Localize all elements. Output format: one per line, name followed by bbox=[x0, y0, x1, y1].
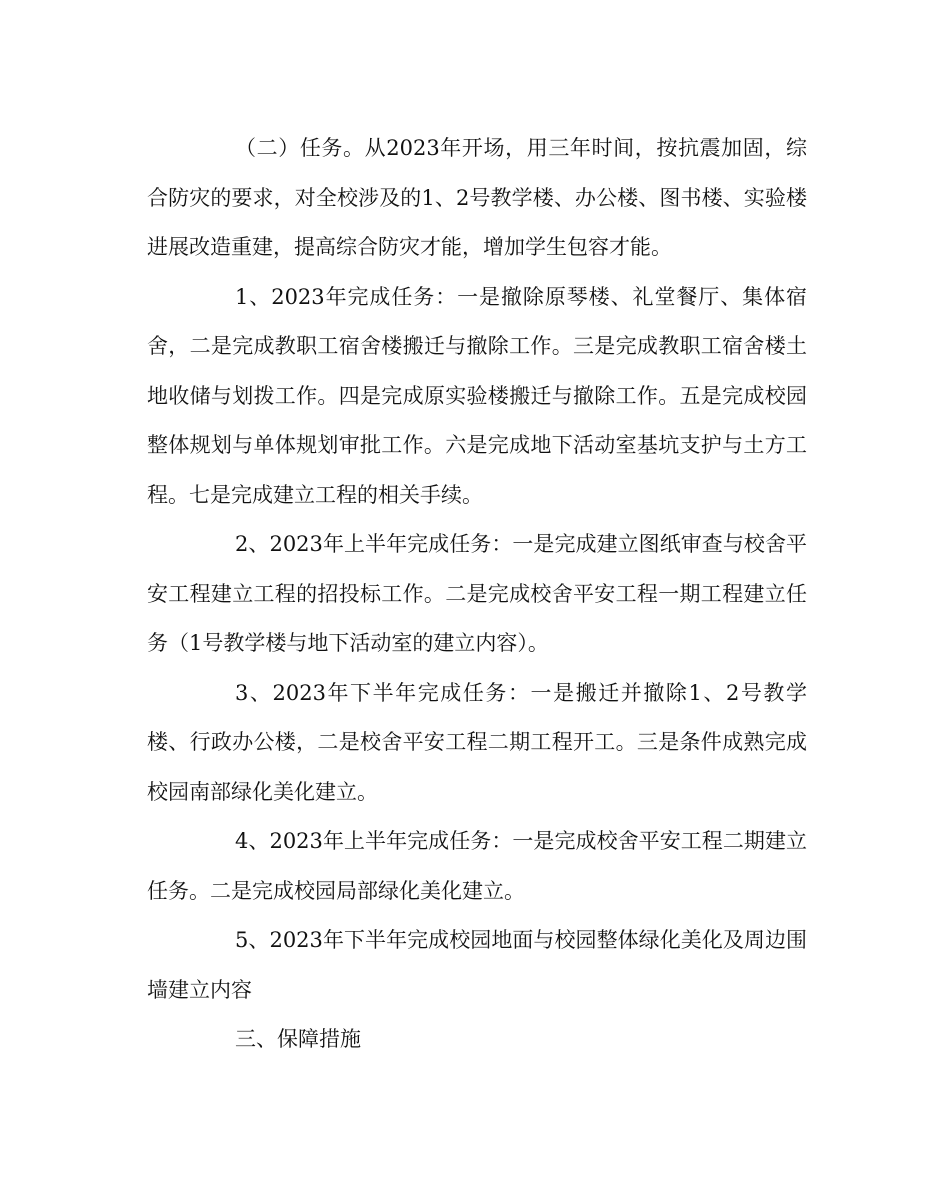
paragraph-task-2: 2、2023年上半年完成任务：一是完成建立图纸审查与校舍平安工程建立工程的招投标工作。二是完成校舍平安工程一期工程建立任务（1号教学楼与地下活动室的建立内容）。 bbox=[147, 532, 807, 655]
paragraph-task-5: 5、2023年下半年完成校园地面与校园整体绿化美化及周边围墙建立内容 bbox=[147, 928, 807, 1002]
paragraph-task-3: 3、2023年下半年完成任务：一是搬迁并撤除1、2号教学楼、行政办公楼，二是校舍平安工程二期工程开工。三是条件成熟完成校园南部绿化美化建立。 bbox=[147, 680, 807, 804]
paragraph-tasks-overview: （二）任务。从2023年开场，用三年时间，按抗震加固，综合防灾的要求，对全校涉及的1、2号教学楼、办公楼、图书楼、实验楼进展改造重建，提高综合防灾才能，增加学生包容才能。 bbox=[147, 136, 807, 259]
paragraph-task-4: 4、2023年上半年完成任务：一是完成校舍平安工程二期建立任务。二是完成校园局部绿化美化建立。 bbox=[147, 829, 807, 903]
document-body bbox=[147, 124, 807, 1065]
paragraph-task-1: 1、2023年完成任务：一是撤除原琴楼、礼堂餐厅、集体宿舍，二是完成教职工宿舍楼搬迁与撤除工作。三是完成教职工宿舍楼土地收储与划拨工作。四是完成原实验楼搬迁与撤除工作。五是完成校园整体规划与单体规划审批工作。六是完成地下活动室基坑支护与土方工程。七是完成建立工程的相关手续。 bbox=[147, 284, 807, 507]
section-heading-safeguards: 三、保障措施 bbox=[235, 1027, 361, 1051]
